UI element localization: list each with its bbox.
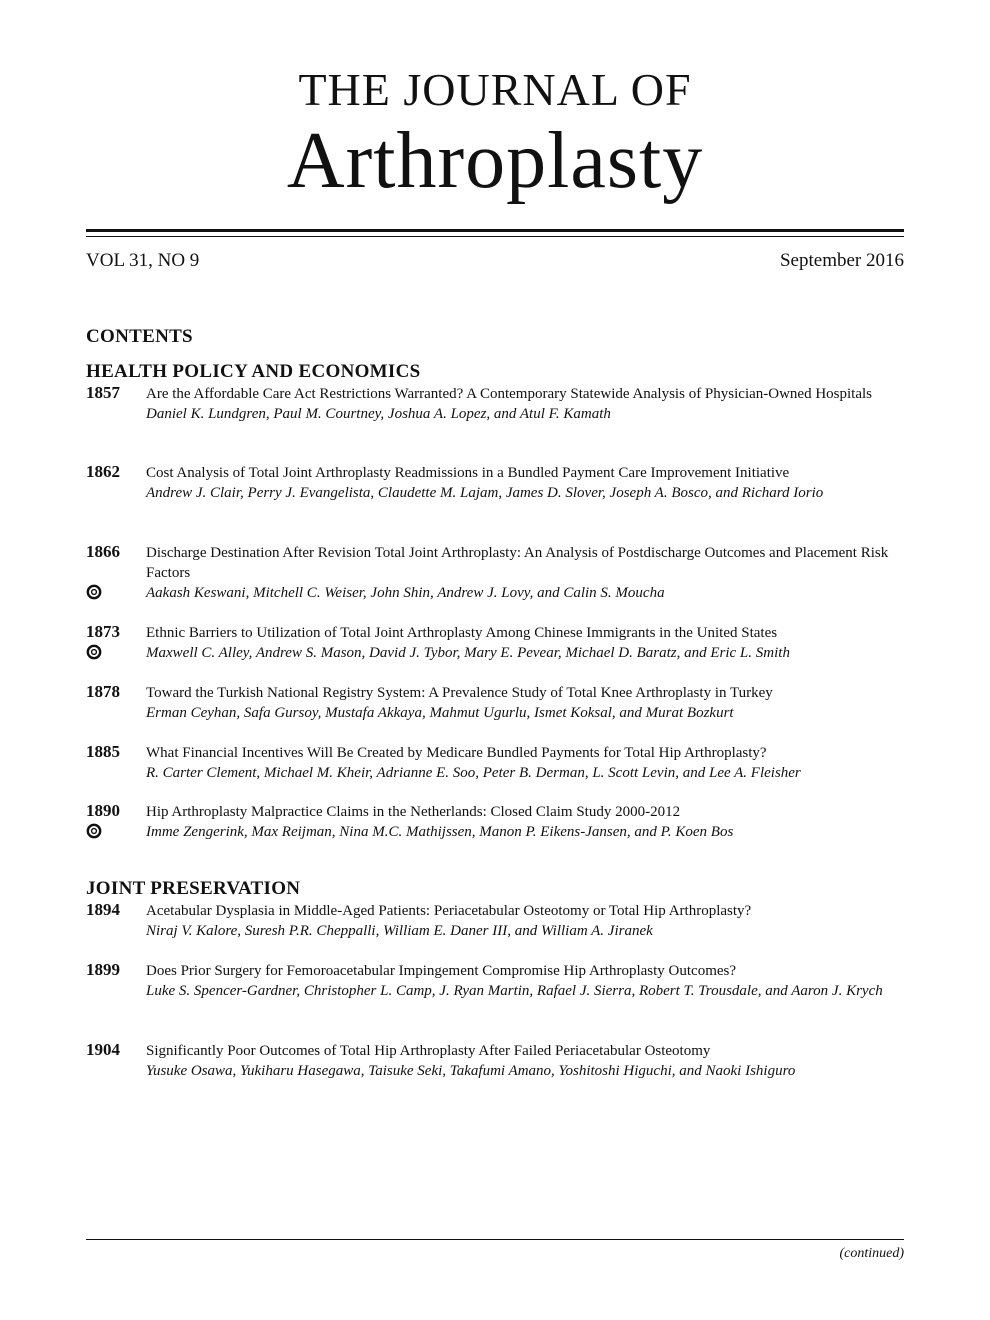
issue-volume: VOL 31, NO 9	[86, 250, 200, 271]
page-number: 1904	[86, 1040, 120, 1059]
article-title[interactable]: Acetabular Dysplasia in Middle-Aged Patients: Periacetabular Osteotomy or Total Hip Arthroplasty?	[146, 903, 752, 919]
article-authors: R. Carter Clement, Michael M. Kheir, Adrianne E. Soo, Peter B. Derman, L. Scott Levin, and Lee A. Fleisher	[146, 765, 801, 781]
header-rule-thick	[86, 229, 904, 232]
issue-info	[86, 250, 904, 272]
article-authors: Daniel K. Lundgren, Paul M. Courtney, Joshua A. Lopez, and Atul F. Kamath	[146, 406, 611, 422]
article-title[interactable]: Does Prior Surgery for Femoroacetabular Impingement Compromise Hip Arthroplasty Outcomes?	[146, 963, 737, 979]
article-authors: Yusuke Osawa, Yukiharu Hasegawa, Taisuke Seki, Takafumi Amano, Yoshitoshi Higuchi, and Naoki Ishiguro	[146, 1063, 796, 1079]
issue-date: September 2016	[779, 250, 904, 271]
article-title[interactable]: Hip Arthroplasty Malpractice Claims in the Netherlands: Closed Claim Study 2000-2012	[146, 804, 681, 820]
article-title[interactable]: Significantly Poor Outcomes of Total Hip Arthroplasty After Failed Periacetabular Osteotomy	[146, 1043, 711, 1059]
continued-label: (continued)	[839, 1246, 904, 1261]
section-title: JOINT PRESERVATION	[86, 878, 301, 899]
page-number: 1890	[86, 801, 120, 820]
article-title[interactable]: What Financial Incentives Will Be Created by Medicare Bundled Payments for Total Hip Arthroplasty?	[146, 745, 767, 761]
page-number: 1873	[86, 622, 120, 641]
article-title[interactable]: Toward the Turkish National Registry System: A Prevalence Study of Total Knee Arthroplasty in Turkey	[146, 685, 773, 701]
article-title[interactable]: Discharge Destination After Revision Total Joint Arthroplasty: An Analysis of Postdischarge Outcomes and Placement Risk Factors	[146, 545, 889, 581]
article-authors: Niraj V. Kalore, Suresh P.R. Cheppalli, William E. Daner III, and William A. Jiranek	[146, 923, 653, 939]
open-access-icon	[86, 823, 102, 839]
page-number: 1885	[86, 742, 120, 761]
page-number: 1857	[86, 383, 120, 402]
article-authors: Maxwell C. Alley, Andrew S. Mason, David J. Tybor, Mary E. Pevear, Michael D. Baratz, and Eric L. Smith	[146, 645, 790, 661]
page-number: 1862	[86, 462, 120, 481]
page-number: 1866	[86, 542, 120, 561]
header-rule-thin	[86, 236, 904, 237]
section-title: HEALTH POLICY AND ECONOMICS	[86, 361, 421, 382]
article-title[interactable]: Ethnic Barriers to Utilization of Total Joint Arthroplasty Among Chinese Immigrants in the United States	[146, 625, 778, 641]
article-authors: Erman Ceyhan, Safa Gursoy, Mustafa Akkaya, Mahmut Ugurlu, Ismet Koksal, and Murat Bozkurt	[146, 705, 734, 721]
article-authors: Imme Zengerink, Max Reijman, Nina M.C. Mathijssen, Manon P. Eikens-Jansen, and P. Koen Bos	[146, 824, 734, 840]
open-access-icon	[86, 584, 102, 600]
page-number: 1878	[86, 682, 120, 701]
article-title[interactable]: Cost Analysis of Total Joint Arthroplasty Readmissions in a Bundled Payment Care Improvement Initiative	[146, 465, 790, 481]
footer-rule	[86, 1239, 904, 1240]
article-authors: Luke S. Spencer-Gardner, Christopher L. Camp, J. Ryan Martin, Rafael J. Sierra, Robert T. Trousdale, and Aaron J. Krych	[146, 983, 883, 999]
journal-masthead	[0, 62, 990, 204]
article-title[interactable]: Are the Affordable Care Act Restrictions Warranted? A Contemporary Statewide Analysis of Physician-Owned Hospitals	[146, 386, 872, 402]
journal-title-line2: Arthroplasty	[286, 117, 704, 205]
page-number: 1899	[86, 960, 120, 979]
article-authors: Aakash Keswani, Mitchell C. Weiser, John Shin, Andrew J. Lovy, and Calin S. Moucha	[146, 585, 665, 601]
contents-heading: CONTENTS	[86, 326, 193, 347]
journal-title-line1: THE JOURNAL OF	[298, 64, 692, 115]
open-access-icon	[86, 644, 102, 660]
article-authors: Andrew J. Clair, Perry J. Evangelista, Claudette M. Lajam, James D. Slover, Joseph A. Bosco, and Richard Iorio	[146, 485, 824, 501]
page-number: 1894	[86, 900, 120, 919]
